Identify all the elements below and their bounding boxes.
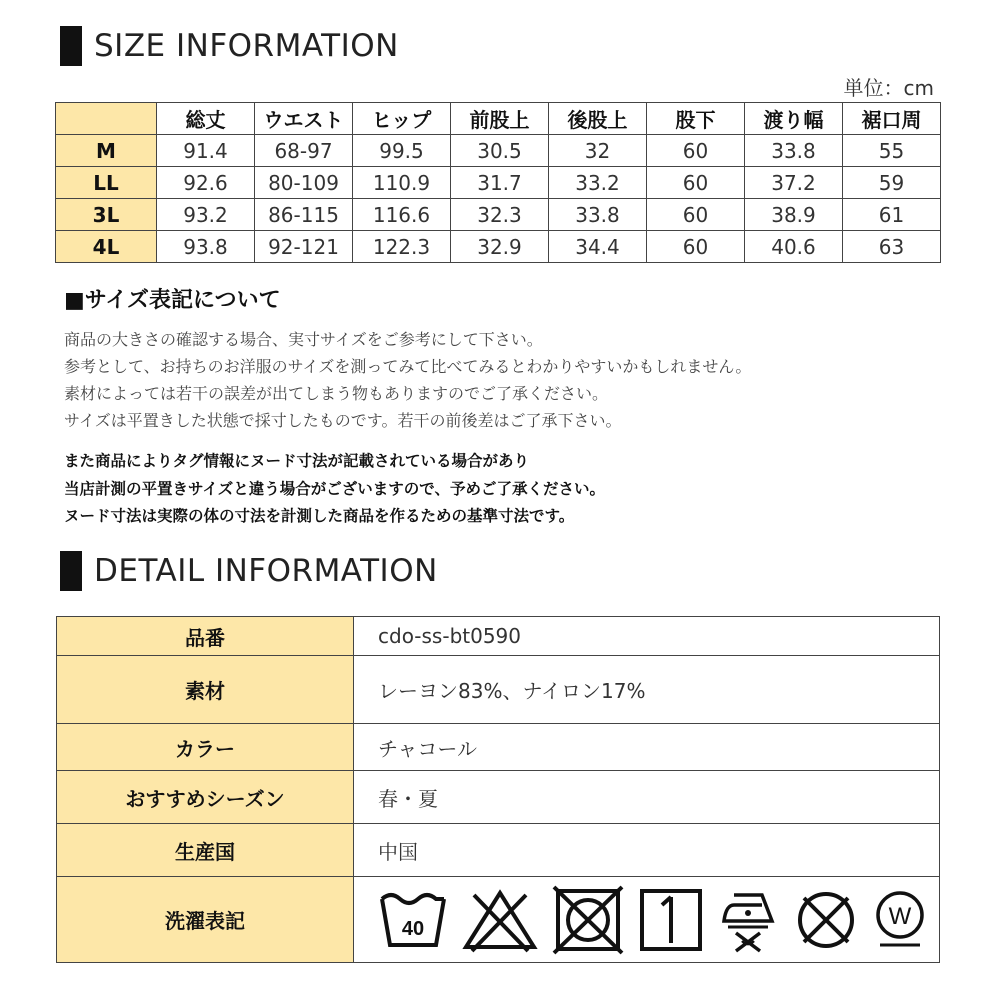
table-cell: 61	[843, 199, 941, 231]
table-cell: 40.6	[745, 231, 843, 263]
table-row	[57, 656, 940, 724]
table-row	[56, 231, 941, 263]
table-cell: 86-115	[255, 199, 353, 231]
size-section-heading	[60, 26, 399, 66]
table-cell: 38.9	[745, 199, 843, 231]
column-header: 股下	[647, 103, 745, 135]
note-line: 参考として、お持ちのお洋服のサイズを測ってみて比べてみるとわかりやすいかもしれません。	[64, 357, 752, 376]
table-cell: 31.7	[451, 167, 549, 199]
detail-label: 品番	[57, 617, 354, 656]
table-cell: 32.3	[451, 199, 549, 231]
size-table	[55, 102, 941, 263]
unit-label: 単位：cm	[843, 76, 934, 100]
note-line: サイズは平置きした状態で採寸したものです。若干の前後差はご了承下さい。	[64, 411, 622, 430]
detail-label: 洗濯表記	[57, 877, 354, 963]
table-row	[56, 199, 941, 231]
table-cell: 122.3	[353, 231, 451, 263]
size-label: 3L	[56, 199, 157, 231]
table-row	[57, 724, 940, 771]
table-cell: 68-97	[255, 135, 353, 167]
table-cell: 116.6	[353, 199, 451, 231]
size-note-title: ■サイズ表記について	[64, 288, 281, 313]
detail-label: おすすめシーズン	[57, 771, 354, 824]
note-bold-line: 当店計測の平置きサイズと違う場合がございますので、予めご了承ください。	[64, 479, 605, 498]
size-label: LL	[56, 167, 157, 199]
detail-label: カラー	[57, 724, 354, 771]
detail-value: レーヨン83%、ナイロン17%	[354, 656, 940, 724]
wash-temperature: 40	[401, 917, 425, 940]
column-header: ヒップ	[353, 103, 451, 135]
corner-cell	[56, 103, 157, 135]
no-bleach-icon	[462, 885, 538, 955]
table-row	[57, 877, 940, 963]
table-cell: 34.4	[549, 231, 647, 263]
detail-section-heading	[60, 551, 438, 591]
column-header: 前股上	[451, 103, 549, 135]
table-cell: 91.4	[157, 135, 255, 167]
wet-clean-icon	[872, 885, 928, 955]
table-row	[57, 824, 940, 877]
no-dry-clean-icon	[794, 885, 858, 955]
iron-low-icon	[718, 885, 780, 955]
detail-value: cdo-ss-bt0590	[354, 617, 940, 656]
table-row	[57, 617, 940, 656]
table-cell: 110.9	[353, 167, 451, 199]
table-cell: 37.2	[745, 167, 843, 199]
size-note-emphasis	[64, 448, 605, 531]
table-cell: 80-109	[255, 167, 353, 199]
table-cell: 60	[647, 231, 745, 263]
detail-label: 生産国	[57, 824, 354, 877]
note-bold-line: また商品によりタグ情報にヌード寸法が記載されている場合があり	[64, 452, 530, 470]
table-cell: 60	[647, 199, 745, 231]
detail-value: 中国	[354, 824, 940, 877]
size-label: M	[56, 135, 157, 167]
column-header: ウエスト	[255, 103, 353, 135]
heading-bar	[60, 26, 82, 66]
table-row	[56, 167, 941, 199]
note-bold-line: ヌード寸法は実際の体の寸法を計測した商品を作るための基準寸法です。	[64, 507, 575, 525]
table-cell: 30.5	[451, 135, 549, 167]
line-dry-icon	[638, 885, 704, 955]
table-cell: 33.2	[549, 167, 647, 199]
table-cell: 92-121	[255, 231, 353, 263]
table-cell: 55	[843, 135, 941, 167]
table-cell: 33.8	[549, 199, 647, 231]
care-icons-cell	[354, 877, 940, 963]
detail-value: 春・夏	[354, 771, 940, 824]
note-line: 素材によっては若干の誤差が出てしまう物もありますのでご了承ください。	[64, 384, 609, 403]
table-cell: 93.8	[157, 231, 255, 263]
size-section-title: SIZE INFORMATION	[94, 28, 399, 64]
table-cell: 59	[843, 167, 941, 199]
detail-section-title: DETAIL INFORMATION	[94, 553, 438, 589]
no-tumble-dry-icon	[552, 885, 624, 955]
wash-tub-40-icon	[378, 885, 448, 955]
table-cell: 32	[549, 135, 647, 167]
note-line: 商品の大きさの確認する場合、実寸サイズをご参考にして下さい。	[64, 330, 543, 349]
table-cell: 60	[647, 167, 745, 199]
detail-value: チャコール	[354, 724, 940, 771]
detail-label: 素材	[57, 656, 354, 724]
column-header: 渡り幅	[745, 103, 843, 135]
wet-clean-letter: W	[888, 902, 912, 930]
detail-table	[56, 616, 940, 963]
column-header: 後股上	[549, 103, 647, 135]
size-table-header	[56, 103, 941, 135]
size-note-body	[64, 326, 751, 434]
table-cell: 99.5	[353, 135, 451, 167]
table-cell: 92.6	[157, 167, 255, 199]
table-row	[56, 135, 941, 167]
size-label: 4L	[56, 231, 157, 263]
table-cell: 63	[843, 231, 941, 263]
table-cell: 32.9	[451, 231, 549, 263]
table-row	[57, 771, 940, 824]
column-header: 裾口周	[843, 103, 941, 135]
table-cell: 93.2	[157, 199, 255, 231]
table-cell: 33.8	[745, 135, 843, 167]
column-header: 総丈	[157, 103, 255, 135]
table-cell: 60	[647, 135, 745, 167]
heading-bar	[60, 551, 82, 591]
